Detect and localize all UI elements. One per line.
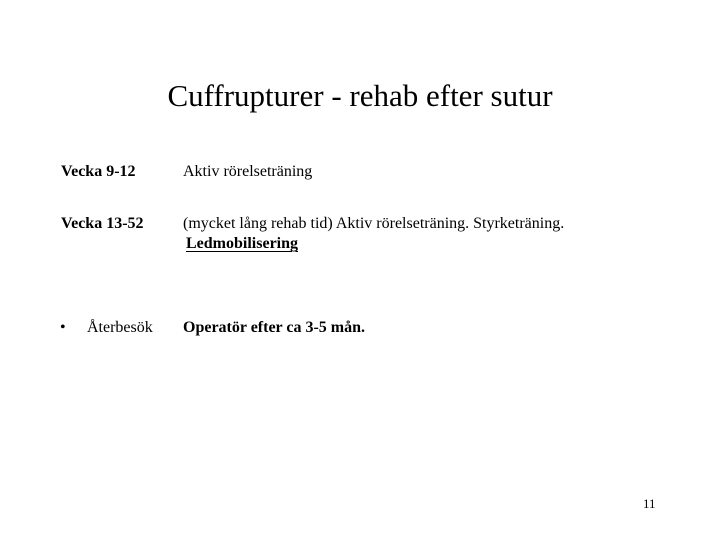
row-text: (mycket lång rehab tid) Aktiv rörelseträning. Styrketräning.: [183, 215, 565, 232]
bullet-icon: •: [60, 319, 66, 336]
page-number: 11: [643, 496, 656, 511]
row-text: Aktiv rörelseträning: [183, 163, 313, 180]
row-text: Operatör efter ca 3-5 mån.: [183, 319, 366, 336]
slide-title: Cuffrupturer - rehab efter sutur: [167, 78, 553, 113]
row-label: Återbesök: [87, 319, 153, 336]
row-label: Vecka 9-12: [61, 163, 136, 180]
row-text-continuation: Ledmobilisering: [186, 235, 299, 252]
row-label: Vecka 13-52: [61, 215, 144, 232]
